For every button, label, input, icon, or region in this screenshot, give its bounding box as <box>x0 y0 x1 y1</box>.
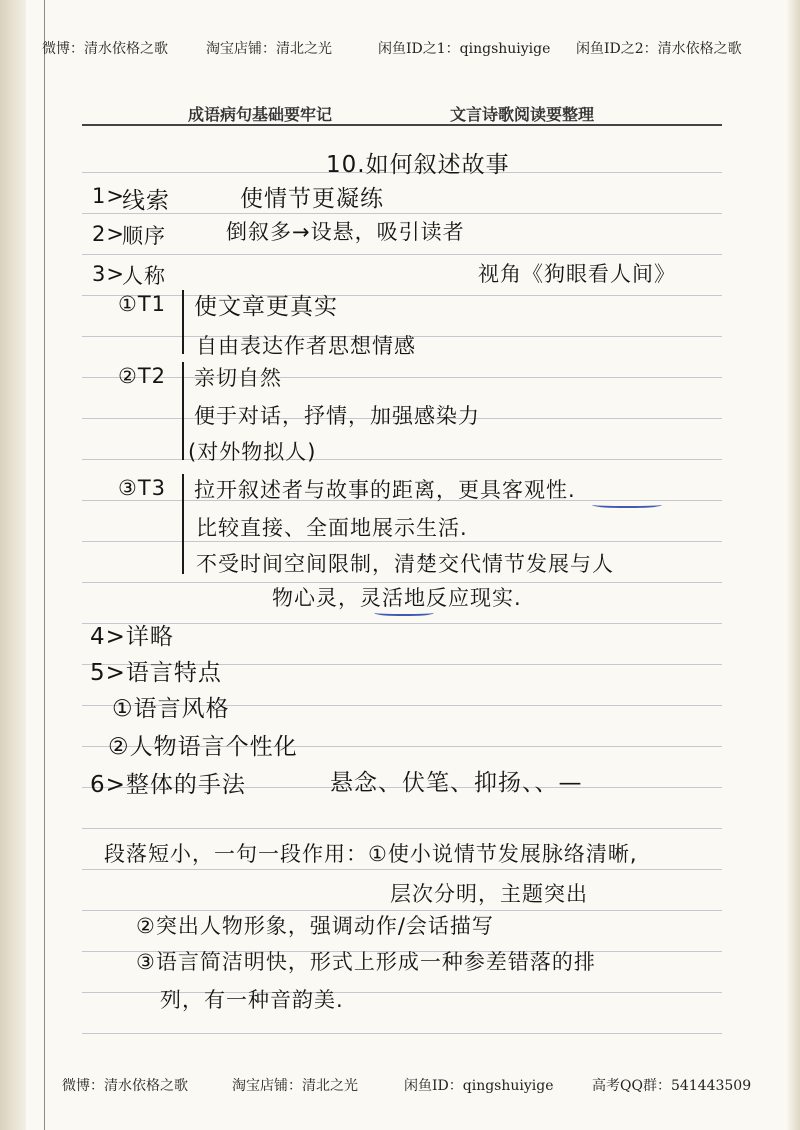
watermark-qq-bottom: 高考QQ群：541443509 <box>592 1078 752 1094</box>
item1-text: 使情节更凝练 <box>240 186 384 212</box>
t3-line4: 物心灵，灵活地反应现实. <box>272 586 522 610</box>
t2-line3: (对外物拟人) <box>188 440 317 464</box>
watermark-xianyu-bottom: 闲鱼ID：qingshuiyige <box>404 1078 554 1094</box>
t3-line2: 比较直接、全面地展示生活. <box>196 516 468 540</box>
item6-label: 6>整体的手法 <box>90 772 246 798</box>
item1-number: 1> <box>92 184 125 208</box>
item2-text: 倒叙多→设悬，吸引读者 <box>226 220 465 244</box>
ruled-line <box>82 828 722 829</box>
header-rule <box>82 124 722 126</box>
t3-line1: 拉开叙述者与故事的距离，更具客观性. <box>194 478 576 502</box>
para-line2: 层次分明，主题突出 <box>390 882 588 906</box>
ruled-line <box>82 377 722 378</box>
t2-brace <box>182 362 184 460</box>
notes-heading: 10.如何叙述故事 <box>326 152 510 178</box>
t2-line1: 亲切自然 <box>194 366 282 390</box>
watermark-taobao-top: 淘宝店铺：清北之光 <box>206 41 332 57</box>
item5: 5>语言特点 <box>90 660 222 686</box>
t1-brace <box>182 290 184 354</box>
ruled-line <box>82 295 722 296</box>
ruled-line <box>82 213 722 214</box>
ruled-line <box>82 1033 722 1034</box>
item5-sub1: ①语言风格 <box>112 696 230 722</box>
t1-label: ①T1 <box>118 292 167 316</box>
item3-label: 人称 <box>122 264 166 288</box>
para-line5: 列，有一种音韵美. <box>160 988 344 1012</box>
item6-text: 悬念、伏笔、抑扬、、— <box>330 770 583 796</box>
ruled-line <box>82 623 722 624</box>
ruled-line <box>82 459 722 460</box>
item5-sub2: ②人物语言个性化 <box>108 734 298 760</box>
watermark-xianyu1-top: 闲鱼ID之1：qingshuiyige <box>378 41 551 57</box>
item2-label: 顺序 <box>122 224 166 248</box>
header-left-title: 成语病句基础要牢记 <box>188 105 333 124</box>
item3-view: 视角《狗眼看人间》 <box>478 262 676 286</box>
item1-label: 线索 <box>122 188 170 214</box>
watermark-weibo-bottom: 微博：清水依格之歌 <box>62 1078 188 1094</box>
binding-margin-line <box>44 0 45 1130</box>
page-left-edge <box>0 0 26 1130</box>
para-line3: ②突出人物形象，强调动作/会话描写 <box>136 914 494 938</box>
t3-label: ③T3 <box>118 476 167 500</box>
t3-brace <box>182 474 184 574</box>
underline-mark <box>374 608 434 616</box>
para-line1: 段落短小，一句一段作用：①使小说情节发展脉络清晰, <box>104 842 638 866</box>
para-line4: ③语言简洁明快，形式上形成一种参差错落的排 <box>136 950 596 974</box>
item3-number: 3> <box>92 262 125 286</box>
underline-mark <box>592 500 662 508</box>
watermark-weibo-top: 微博：清水依格之歌 <box>42 41 168 57</box>
t3-line3: 不受时间空间限制，清楚交代情节发展与人 <box>196 552 614 576</box>
ruled-line <box>82 869 722 870</box>
watermark-xianyu2-top: 闲鱼ID之2：清水依格之歌 <box>576 41 742 57</box>
t1-line1: 使文章更真实 <box>194 294 338 320</box>
item2-number: 2> <box>92 222 125 246</box>
page-right-edge <box>786 0 800 1130</box>
ruled-line <box>82 254 722 255</box>
header-right-title: 文言诗歌阅读要整理 <box>450 105 595 124</box>
item4: 4>详略 <box>90 624 174 650</box>
t1-line2: 自由表达作者思想情感 <box>196 334 416 358</box>
t2-line2: 便于对话，抒情，加强感染力 <box>194 404 480 428</box>
watermark-taobao-bottom: 淘宝店铺：清北之光 <box>232 1078 358 1094</box>
t2-label: ②T2 <box>118 364 167 388</box>
